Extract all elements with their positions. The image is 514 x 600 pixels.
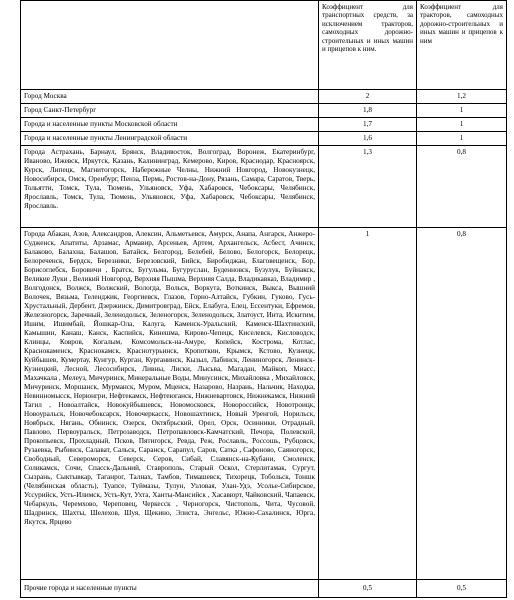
coef-vehicles-cell: 2 [319,90,417,104]
territory-cell: Города Астрахань, Барнаул, Брянск, Владивосток, Волгоград, Воронеж, Екатеринбург, Иваново, Ижевск, Иркутск, Казань, Калининград, Кемерово, Киров, Краснодар, Красноярск, Курск, Липецк, Магнитогорск, Набережные Челны, Нижний Новгород, Новокузнецк, Новосибирск, Омск, Оренбург, Пенза, Пермь, Ростов-на-Дону, Рязань, Самара, Саратов, Тверь, Тольятти, Томск, Тула, Тюмень, Ульяновск, Уфа, Хабаровск, Чебоксары, Челябинск, Ярославль, Томск, Тула, Тюмень, Ульяновск, Уфа, Хабаровск, Чебоксары, Челябинск, Ярославль. [21,146,319,228]
coef-tractors-cell: 1 [417,118,507,132]
territory-cell: Города и населенные пункты Московской области [21,118,319,132]
table-row [21,228,507,580]
coefficient-table [20,0,507,598]
territory-cell: Города Абакан, Азов, Александров, Алексин, Альметьевск, Амурск, Анапа, Ангарск, Анжеро-Судженск, Апатиты, Арзамас, Армавир, Арсеньев, Артем, Архангельск, Асбест, Ачинск, Балаково, Балахна, Балашов, Батайск, Белгород, Белебей, Белово, Белогорск, Белорецк, Белореченск, Бердск, Березники, Березовский, Бийск, Биробиджан, Благовещенск, Бор, Борисоглебск, Боровичи , Братск, Бугульма, Бугуруслан, Буденновск, Бузулук, Буйнакск, Великие Луки , Великий Новгород, Верхняя Пышма, Верхняя Салда, Владикавказ, Владимир , Волгодонск, Волжск, Волжский, Вологда, Вольск, Воркута, Воткинск, Выкса, Вышний Волочек, Вязьма, Геленджик, Георгиевск, Глазов, Горно-Алтайск, Губкин, Гуково, Гусь-Хрустальный, Дербент, Дзержинск, Димитровград, Ейск, Елабуга, Елец, Ессентуки, Ефремов, Железногорск, Заречный, Зеленодольск, Зеленогорск, Зеленодольск, Златоуст, Инта, Искитим, Ишим, Ишимбай, Йошкар-Ола, Калуга, Каменск-Уральский, Каменск-Шахтинский, Камышин, Канаш, Канск, Каспийск, Кинешма, Кирово-Чепецк, Киселевск, Кисловодск, Клинцы, Ковров, Когалым, Комсомольск-на-Амуре, Копейск, Кострома, Котлас, Краснокаменск, Краснокамск, Краснотурьинск, Кропоткин, Крымск, Кстово, Кузнецк, Куйбышев, Кумертау, Кунгур, Курган, Курганинск, Кызыл, Лабинск, Лениногорск, Ленинск-Кузнецкий, Лесной, Лесосибирск, Ливны, Лиски, Лысьва, Магадан, Майкоп, Миасс, Махачкала , Мелеуз, Мичуринск, Минеральные Воды, Минусинск, Михайловка , Михайловск, Мичуринск, Моршанск, Мурманск, Муром, Мценск, Назарово, Назрань, Нальчик, Находка, Невинномысск, Нерюнгри, Нефтекамск, Нефтеюганск, Нижневартовск, Нижнекамск, Нижний Тагил , Новоалтайск, Новокуйбышевск, Новомосковск, Новороссийск, Новотроицк, Новоуральск, Новочебоксарск, Новочеркасск, Новошахтинск, Новый Уренгой, Норильск, Ноябрьск, Нягань, Обнинск, Озерск, Октябрьский, Орел, Орск, Осинники, Отрадный, Павлово, Первоуральск, Петрозаводск, Петропавловск-Камчатский, Печора, Полевской, Прокопьевск, Прохладный, Псков, Пятигорск, Ревда, Реж, Рославль, Россошь, Рубцовск, Рузаевка, Рыбинск, Салават, Сальск, Саранск, Сарапул, Саров, Сатка , Сафоново, Саяногорск, Свободный, Североморск, Северск, Серов, Сибай, Славянск-на-Кубани, Смоленск, Соликамск, Сочи, Спасск-Дальний, Ставрополь, Старый Оскол, Стерлитамак, Сургут, Сызрань, Сыктывкар, Таганрог, Талнах, Тамбов, Тимашевск, Тихорецк, Тобольск, Тоншк (Челябинская область), Туапсе, Туймазы, Тулун, Узловая, Улан-Удэ, Усолье-Сибирское, Уссурийск, Усть-Илимск, Усть-Кут, Ухта, Ханты-Мансийск , Хасавюрт, Чайковский, Чапаевск, Чебаркуль, Черемхово, Череповец, Черкесск , Черногорск, Чистополь, Чита, Чусовой, Шадринск, Шахты, Шелехов, Шуя, Щекино, Элиста, Энгельс, Южно-Сахалинск, Юрга, Якутск, Ярцево [21,228,319,580]
header-coef-vehicles: Коэффициент для транспортных средств, за исключением тракторов, самоходных дорожно-строительных и иных машин и прицепов к ним. [319,1,417,90]
coef-tractors-cell: 0,5 [417,580,507,598]
table-row [21,118,507,132]
coef-vehicles-cell: 1,6 [319,132,417,146]
table-row [21,104,507,118]
header-coef-tractors: Коэффициент для тракторов, самоходных дорожно-строительных и иных машин и прицепов к ним [417,1,507,90]
table-row [21,90,507,104]
territory-cell: Город Москва [21,90,319,104]
coef-tractors-cell: 1 [417,104,507,118]
coef-vehicles-cell: 1 [319,228,417,580]
header-territory [21,1,319,90]
table-row [21,580,507,598]
coef-vehicles-cell: 1,8 [319,104,417,118]
coef-vehicles-cell: 1,7 [319,118,417,132]
coef-tractors-cell: 0,8 [417,146,507,228]
table-row [21,146,507,228]
coef-tractors-cell: 0,8 [417,228,507,580]
table-header-row [21,1,507,90]
territory-cell: Город Санкт-Петербург [21,104,319,118]
coef-vehicles-cell: 0,5 [319,580,417,598]
territory-cell: Прочие города и населенные пункты [21,580,319,598]
coef-vehicles-cell: 1,3 [319,146,417,228]
coef-tractors-cell: 1 [417,132,507,146]
table-row [21,132,507,146]
coef-tractors-cell: 1,2 [417,90,507,104]
territory-cell: Города и населенные пункты Ленинградской области [21,132,319,146]
